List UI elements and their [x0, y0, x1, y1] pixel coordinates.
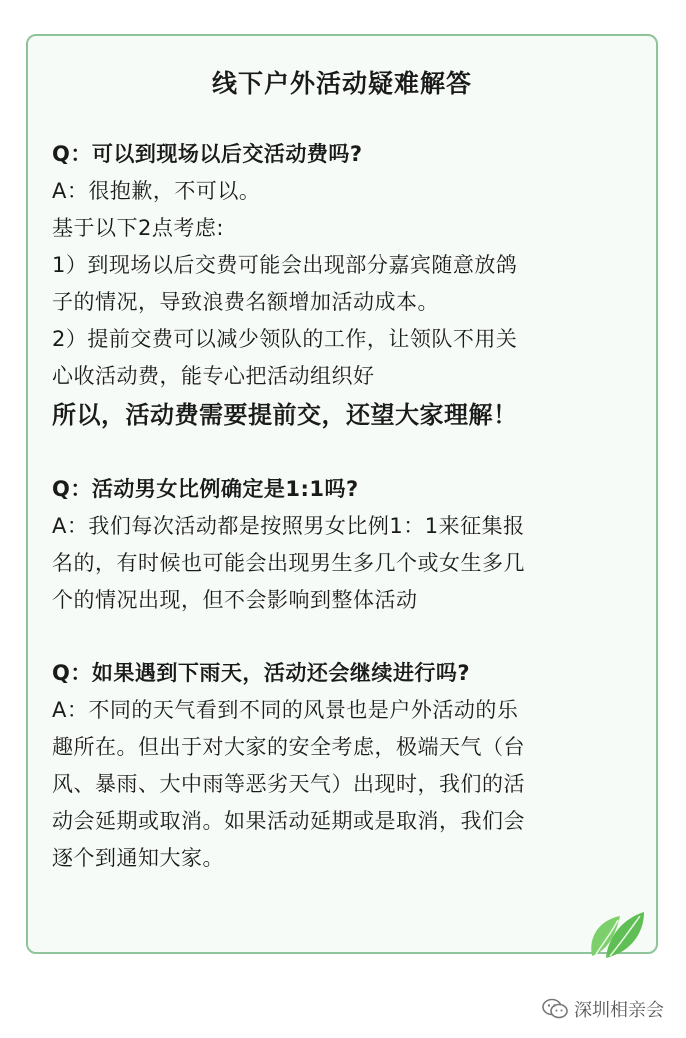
faq1-answer: A：很抱歉，不可以。 — [52, 179, 261, 203]
faq1-reason-intro: 基于以下2点考虑: — [52, 216, 224, 240]
card-title: 线下户外活动疑难解答 — [211, 69, 472, 98]
faq3-answer-line3: 风、暴雨、大中雨等恶劣天气）出现时，我们的活 — [52, 772, 525, 796]
faq1-reason2-line1: 2）提前交费可以减少领队的工作，让领队不用关 — [52, 327, 518, 351]
faq3-answer-line1: A：不同的天气看到不同的风景也是户外活动的乐 — [52, 698, 519, 722]
faq3-question: Q：如果遇到下雨天，活动还会继续进行吗? — [52, 661, 471, 685]
faq3-answer-line2: 趣所在。但出于对大家的安全考虑，极端天气（台 — [52, 735, 525, 759]
wechat-icon — [542, 998, 568, 1020]
faq1-reason1-line2: 子的情况，导致浪费名额增加活动成本。 — [52, 290, 439, 314]
faq2-answer-line2: 名的，有时候也可能会出现男生多几个或女生多几 — [52, 551, 525, 575]
faq1-reason2-line2: 心收活动费，能专心把活动组织好 — [52, 364, 375, 388]
faq1-reason1-line1: 1）到现场以后交费可能会出现部分嘉宾随意放鸽 — [52, 253, 518, 277]
section-gap — [52, 619, 642, 655]
faq1-question: Q：可以到现场以后交活动费吗? — [52, 142, 363, 166]
faq2-answer-line1: A：我们每次活动都是按照男女比例1：1来征集报 — [52, 514, 525, 538]
faq1-conclusion: 所以，活动费需要提前交，还望大家理解！ — [52, 401, 518, 429]
faq2-answer-line3: 个的情况出现，但不会影响到整体活动 — [52, 588, 418, 612]
watermark-text: 深圳相亲会 — [574, 1000, 664, 1021]
faq3-answer-line5: 逐个到通知大家。 — [52, 846, 224, 870]
leaf-icon — [586, 906, 648, 962]
watermark — [542, 996, 664, 1022]
faq2-question: Q：活动男女比例确定是1:1吗? — [52, 477, 359, 501]
section-gap — [52, 435, 642, 471]
faq-content — [52, 136, 642, 877]
faq3-answer-line4: 动会延期或取消。如果活动延期或是取消，我们会 — [52, 809, 525, 833]
faq-card — [26, 34, 658, 954]
